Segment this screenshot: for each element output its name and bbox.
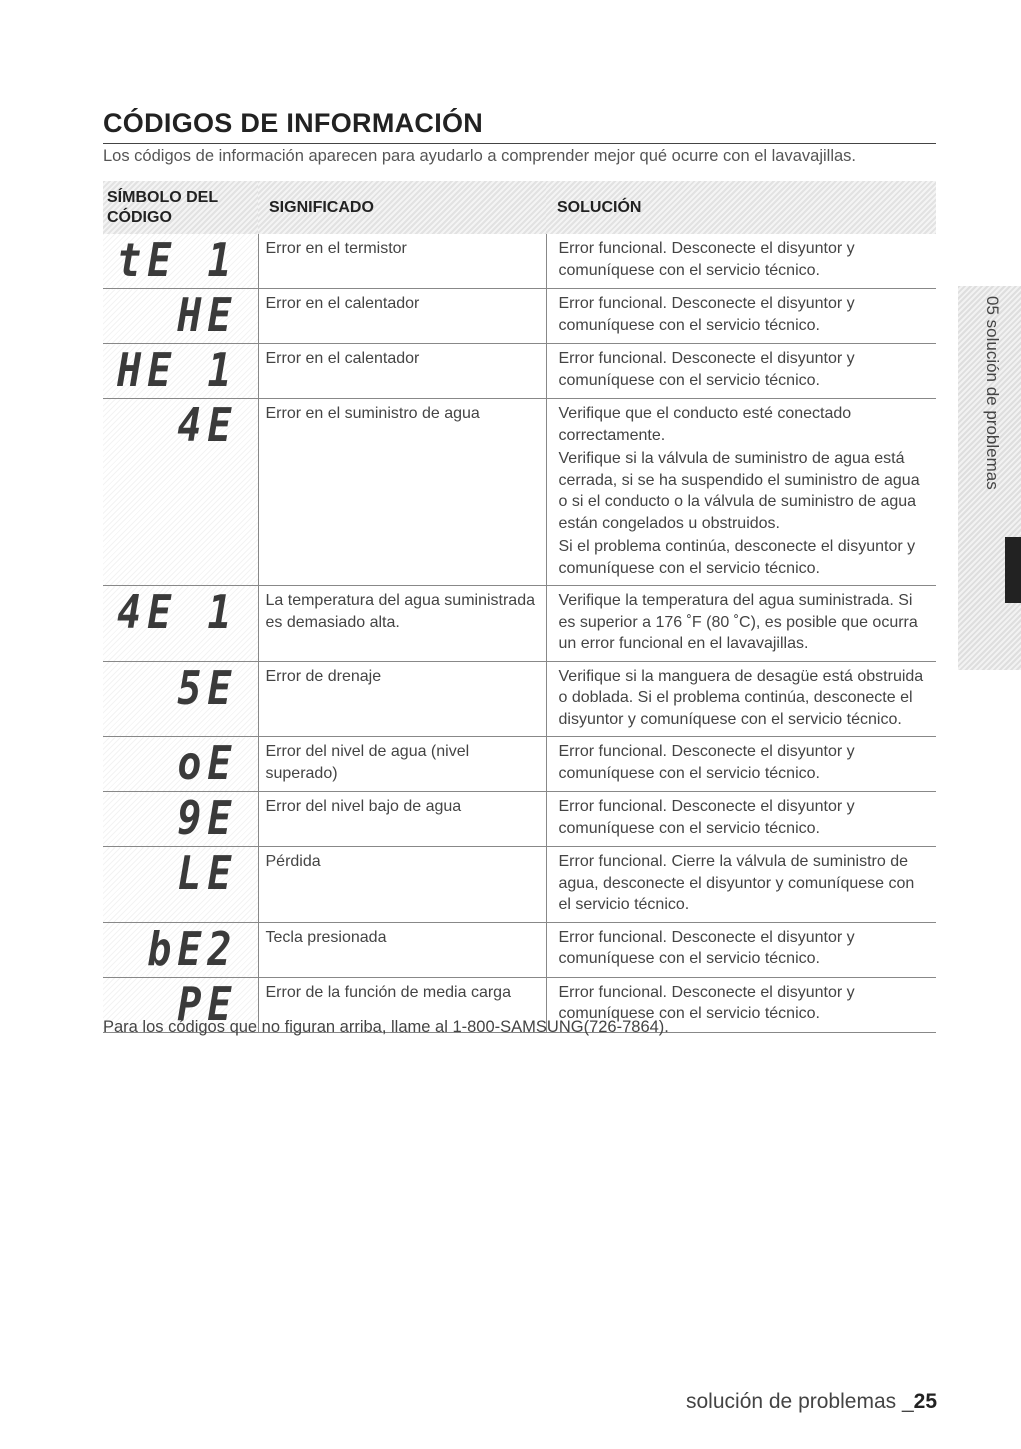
code-symbol-cell <box>103 847 258 923</box>
solution-paragraph: Error funcional. Desconecte el disyuntor y comuníquese con el servicio técnico. <box>558 350 855 389</box>
solution-paragraph: Verifique si la manguera de desagüe está obstruida o doblada. Si el problema continúa, desconecte el disyuntor y comuníquese con el servicio técnico. <box>558 667 924 728</box>
code-symbol-cell <box>103 737 258 792</box>
table-row <box>103 922 936 977</box>
solution-paragraph: Error funcional. Desconecte el disyuntor y comuníquese con el servicio técnico. <box>558 798 855 837</box>
table-row <box>103 399 936 586</box>
solution-paragraph: Error funcional. Desconecte el disyuntor y comuníquese con el servicio técnico. <box>558 743 855 782</box>
code-symbol-cell <box>103 399 258 586</box>
section-marker <box>1005 537 1021 603</box>
meaning-cell: Error del nivel de agua (nivel superado) <box>258 737 546 792</box>
header-symbol: SÍMBOLO DEL CÓDIGO <box>103 181 258 234</box>
code-symbol: oE <box>177 737 238 791</box>
code-symbol-cell <box>103 586 258 662</box>
meaning-cell: Error en el suministro de agua <box>258 399 546 586</box>
meaning-cell: Error del nivel bajo de agua <box>258 792 546 847</box>
code-symbol-cell <box>103 661 258 737</box>
code-symbol: HE <box>177 289 238 343</box>
solution-paragraph: Error funcional. Desconecte el disyuntor y comuníquese con el servicio técnico. <box>558 928 855 967</box>
solution-paragraph: Si el problema continúa, desconecte el disyuntor y comuníquese con el servicio técnico. <box>558 538 916 577</box>
header-meaning: SIGNIFICADO <box>258 181 546 234</box>
info-codes-table <box>103 181 936 1033</box>
solution-paragraph: Error funcional. Desconecte el disyuntor y comuníquese con el servicio técnico. <box>558 983 855 1022</box>
code-symbol: tE 1 <box>117 234 238 288</box>
meaning-cell: Error de la función de media carga <box>258 977 546 1032</box>
meaning-cell: La temperatura del agua suministrada es demasiado alta. <box>258 586 546 662</box>
table-row <box>103 344 936 399</box>
meaning-cell: Pérdida <box>258 847 546 923</box>
meaning-cell: Error en el calentador <box>258 344 546 399</box>
code-symbol: HE 1 <box>117 344 238 398</box>
code-symbol-cell <box>103 344 258 399</box>
page-footer <box>686 1390 937 1414</box>
table-body <box>103 234 936 1032</box>
code-symbol: 9E <box>177 792 238 846</box>
footer-section-label: solución de problemas _ <box>686 1390 914 1413</box>
solution-paragraph: Error funcional. Desconecte el disyuntor y comuníquese con el servicio técnico. <box>558 240 855 279</box>
table-row <box>103 586 936 662</box>
code-symbol: PE <box>177 978 238 1031</box>
code-symbol: 5E <box>177 662 238 715</box>
table-row <box>103 737 936 792</box>
solution-cell <box>546 737 936 792</box>
solution-paragraph: Error funcional. Desconecte el disyuntor y comuníquese con el servicio técnico. <box>558 295 855 334</box>
solution-cell <box>546 344 936 399</box>
solution-cell <box>546 399 936 586</box>
side-tab-label: 05 solución de problemas <box>983 296 1002 490</box>
code-symbol-cell <box>103 289 258 344</box>
table-row <box>103 792 936 847</box>
table-row <box>103 289 936 344</box>
solution-paragraph: Verifique si la válvula de suministro de agua está cerrada, si se ha suspendido el suministro de agua o si el conducto o la válvula de suministro de agua están congelados u obstruidos. <box>558 450 920 532</box>
solution-cell <box>546 922 936 977</box>
code-symbol: 4E <box>177 399 238 453</box>
solution-cell <box>546 661 936 737</box>
page-number: 25 <box>913 1390 937 1413</box>
meaning-cell: Tecla presionada <box>258 922 546 977</box>
solution-cell <box>546 289 936 344</box>
solution-paragraph: Error funcional. Cierre la válvula de suministro de agua, desconecte el disyuntor y comuníquese con el servicio técnico. <box>558 853 915 913</box>
code-symbol: 4E 1 <box>117 586 238 640</box>
meaning-cell: Error en el calentador <box>258 289 546 344</box>
code-symbol-cell <box>103 922 258 977</box>
solution-cell <box>546 847 936 923</box>
solution-cell <box>546 234 936 289</box>
solution-cell <box>546 586 936 662</box>
page-title: CÓDIGOS DE INFORMACIÓN <box>103 108 936 144</box>
solution-paragraph: Verifique que el conducto esté conectado correctamente. <box>558 405 852 444</box>
header-solution: SOLUCIÓN <box>546 181 936 234</box>
table-row <box>103 661 936 737</box>
code-symbol-cell <box>103 234 258 289</box>
table-row <box>103 234 936 289</box>
intro-text: Los códigos de información aparecen para ayudarlo a comprender mejor qué ocurre con el lavavajillas. <box>103 147 857 165</box>
meaning-cell: Error de drenaje <box>258 661 546 737</box>
code-symbol-cell <box>103 792 258 847</box>
solution-paragraph: Verifique la temperatura del agua suministrada. Si es superior a 176 ˚F (80 ˚C), es posible que ocurra un error funcional en el lavavajillas. <box>558 592 918 652</box>
table-header-row <box>103 181 936 234</box>
code-symbol: bE2 <box>147 923 238 976</box>
meaning-cell: Error en el termistor <box>258 234 546 289</box>
solution-cell <box>546 792 936 847</box>
footer-note: Para los códigos que no figuran arriba, llame al 1-800-SAMSUNG(726-7864). <box>103 1018 669 1036</box>
code-symbol: LE <box>177 847 238 901</box>
table-row <box>103 847 936 923</box>
